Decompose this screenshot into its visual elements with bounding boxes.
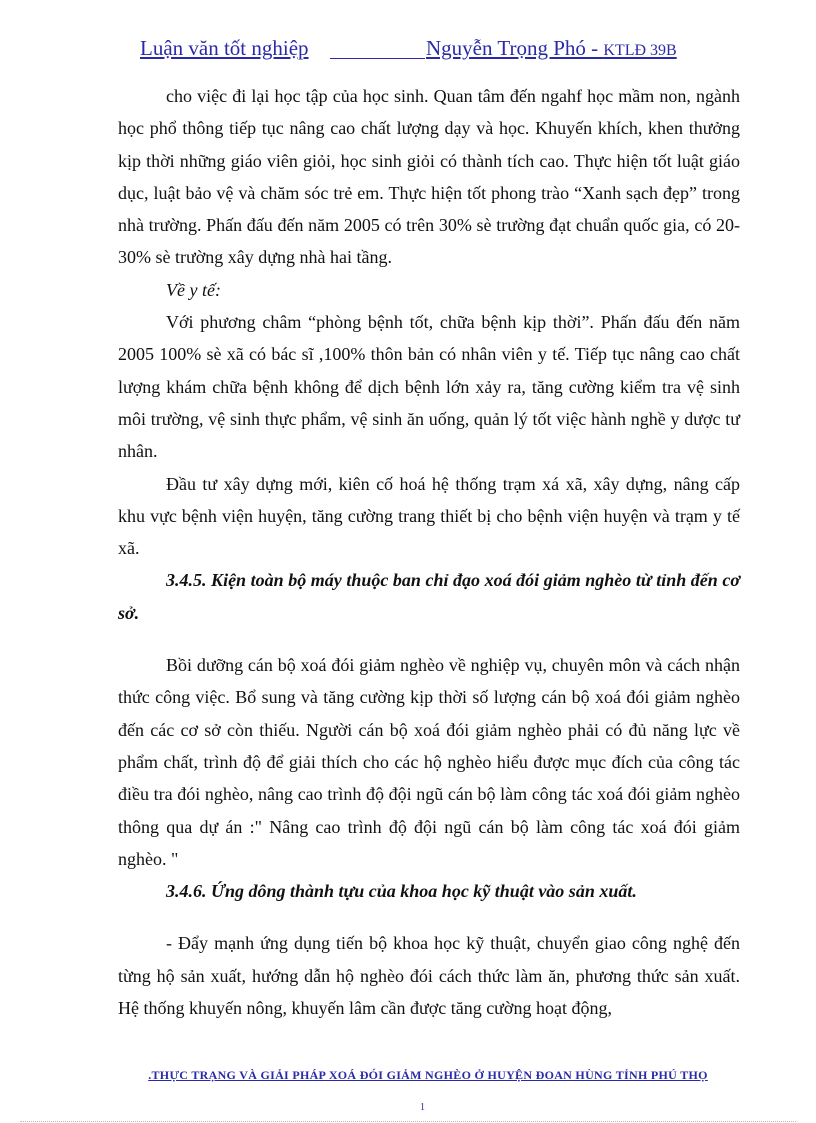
paragraph-staff-training: Bồi dưỡng cán bộ xoá đói giảm nghèo về nghiệp vụ, chuyên môn và cách nhận thức công việc. Bổ sung và tăng cường kịp thời số lượng cán bộ xoá đói giảm nghèo đến các cơ sở còn thiếu. Người cán bộ xoá đói giảm nghèo phải có đủ năng lực về phẩm chất, trình độ để giải thích cho các hộ nghèo hiểu được mục đích của công tác điều tra đói nghèo, nâng cao trình độ đội ngũ cán bộ làm công tác xoá đói giảm nghèo thông qua dự án :" Nâng cao trình độ đội ngũ cán bộ làm công tác xoá đói giảm nghèo. " [118,655,740,869]
header-author-name: Nguyễn Trọng Phó - [426,36,604,60]
page-footer-title: .THỰC TRẠNG VÀ GIẢI PHÁP XOÁ ĐÓI GIẢM NGHÈO Ở HUYỆN ĐOAN HÙNG TỈNH PHÚ THỌ [148,1068,708,1082]
section-label-health: Về y tế: [166,279,221,300]
header-author [426,36,677,61]
heading-3-4-5: 3.4.5. Kiện toàn bộ máy thuộc ban chỉ đạo xoá đói giảm nghèo từ tỉnh đến cơ sở. [118,570,740,623]
heading-3-4-6: 3.4.6. Ứng dông thành tựu của khoa học kỹ thuật vào sản xuất. [166,881,637,902]
document-body [118,80,740,1024]
header-divider-line [330,58,425,59]
spacer [118,907,740,927]
bottom-rule [20,1121,796,1122]
spacer [118,629,740,649]
page-number: 1 [420,1102,425,1113]
paragraph-technology: - Đẩy mạnh ứng dụng tiến bộ khoa học kỹ thuật, chuyển giao công nghệ đến từng hộ sản xuất, hướng dẫn hộ nghèo đói cách thức làm ăn, phương thức sản xuất. Hệ thống khuyến nông, khuyến lâm cần được tăng cường hoạt động, [118,933,740,1019]
paragraph-health-policy: Với phương châm “phòng bệnh tốt, chữa bệnh kịp thời”. Phấn đấu đến năm 2005 100% sè xã có bác sĩ ,100% thôn bản có nhân viên y tế. Tiếp tục nâng cao chất lượng khám chữa bệnh không để dịch bệnh lớn xảy ra, tăng cường kiểm tra vệ sinh môi trường, vệ sinh thực phẩm, vệ sinh ăn uống, quản lý tốt việc hành nghề y dược tư nhân. [118,312,740,462]
header-thesis-title: Luận văn tốt nghiệp [140,36,309,60]
paragraph-health-investment: Đầu tư xây dựng mới, kiên cố hoá hệ thống trạm xá xã, xây dựng, nâng cấp khu vực bệnh viện huyện, tăng cường trang thiết bị cho bệnh viện huyện và trạm y tế xã. [118,473,740,559]
header-class: KTLĐ 39B [603,42,677,59]
paragraph-education: cho việc đi lại học tập của học sinh. Quan tâm đến ngahf học mầm non, ngành học phổ thông tiếp tục nâng cao chất lượng dạy và học. Khuyến khích, khen thưởng kịp thời những giáo viên giỏi, học sinh giỏi có thành tích cao. Thực hiện tốt luật giáo dục, luật bảo vệ và chăm sóc trẻ em. Thực hiện tốt phong trào “Xanh sạch đẹp” trong nhà trường. Phấn đấu đến năm 2005 có trên 30% sè trường đạt chuẩn quốc gia, có 20-30% sè trường xây dựng nhà hai tầng. [118,86,740,268]
